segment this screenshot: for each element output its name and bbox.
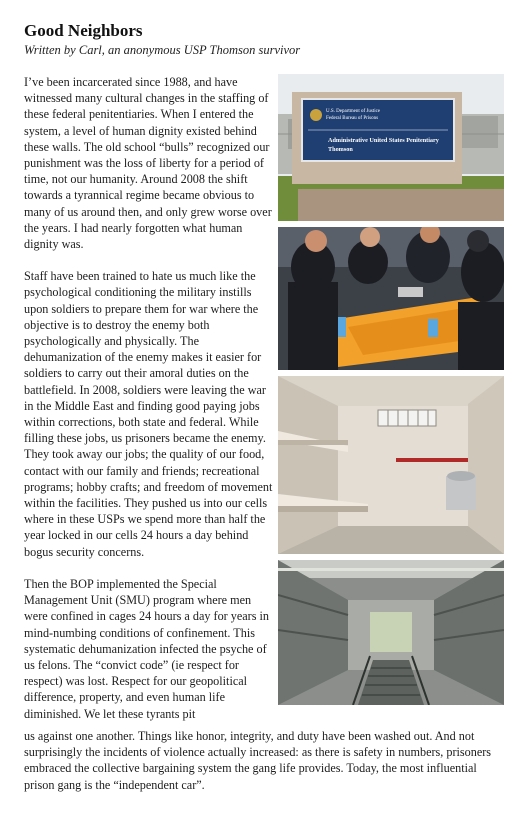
sign-line-2: Federal Bureau of Prisons — [326, 116, 379, 121]
sign-line-3: Administrative United States Penitentiary — [328, 137, 439, 144]
sign-line-4: Thomson — [328, 146, 353, 153]
article — [24, 20, 506, 792]
paragraph-3-continuation: us against one another. Things like honor, integrity, and duty have been washed out. And not surprisingly the incidents of violence actually increased: as there is safety in numbers, prisoners embraced the collective bargaining system the gang life provides. Today, the most influential prison gang is the “independent car”. — [24, 729, 492, 792]
paragraph-1: I’ve been incarcerated since 1988, and have witnessed many cultural changes in the staffing of these federal penitentiaries. When I entered the system, a level of human dignity existed behind these walls. The old school “bulls” recognized our punishment was the loss of liberty for a period of time, not our humanity. Around 2008 the shift towards a tyrannical regime became obvious to many of us around then, and only grew worse over the years. I had nearly forgotten what human dignity was. — [24, 75, 272, 252]
sign-line-1: U.S. Department of Justice — [326, 109, 381, 114]
article-body-column — [24, 74, 276, 738]
paragraph-3: Then the BOP implemented the Special Management Unit (SMU) program where men were confined in cages 24 hours a day for years in mind-numbing conditions of confinement. This systematic dehumanization infected the psyche of us felons. The “convict code” (ie respect for respect) was lost. Respect for our geopolitical difference, property, and even human life diminished. We let these tyrants pit — [24, 576, 270, 721]
restraint-photo — [278, 227, 504, 370]
prison-sign-photo — [278, 74, 504, 221]
cellblock-stairs-photo — [278, 560, 504, 705]
article-title: Good Neighbors — [24, 21, 143, 40]
paragraph-2: Staff have been trained to hate us much like the psychological conditioning the military instills upon soldiers to prepare them for war where the objective is to destroy the enemy both psychologically and physically. The dehumanization of the enemy makes it easier for soldiers to carry out their amoral duties on the battlefield. In 2008, soldiers were leaving the war in the Middle East and finding good paying jobs within corrections, both state and federal. While filling these jobs, us prisoners became the enemy. They took away our jobs; the quality of our food, contact with our family and friends; recreational programs; hobby crafts; and freedom of movement within the facilities. They pushed us into our cells where in these USPs we spend more than half the year locked in our cells 24 hours a day behind bogus security concerns. — [24, 269, 273, 559]
prison-cell-photo — [278, 376, 504, 554]
article-byline: Written by Carl, an anonymous USP Thomson survivor — [24, 43, 301, 57]
